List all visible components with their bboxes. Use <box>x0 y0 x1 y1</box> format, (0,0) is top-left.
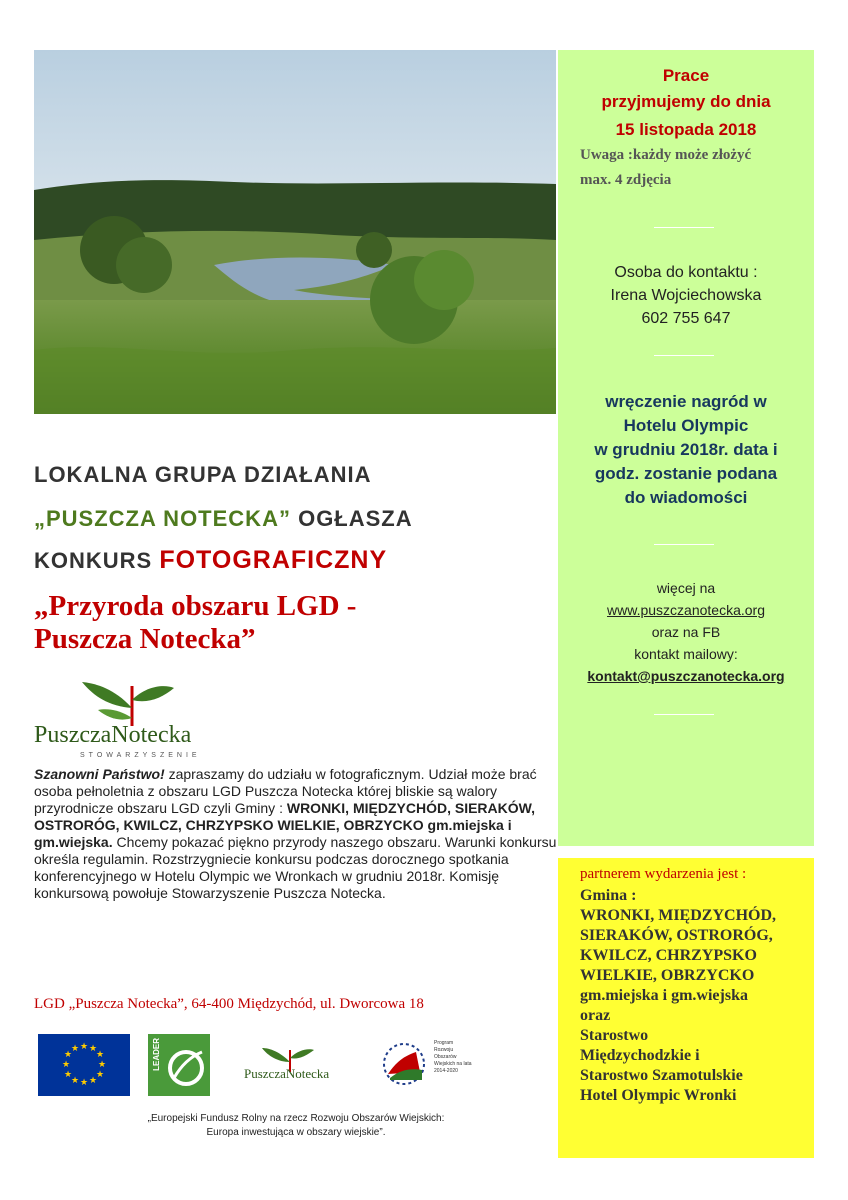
website-wrap <box>558 600 814 620</box>
svg-text:★: ★ <box>95 1050 105 1060</box>
partner-line: Międzychodzkie i <box>580 1047 700 1064</box>
partner-line: Starostwo <box>580 1027 649 1044</box>
partner-line: Starostwo Szamotulskie <box>580 1067 743 1084</box>
logo-wordmark <box>34 722 191 749</box>
svg-text:★: ★ <box>79 1078 89 1088</box>
headline-line2 <box>34 506 413 532</box>
svg-text:★: ★ <box>88 1044 98 1054</box>
more-line4: kontakt mailowy: <box>634 646 738 662</box>
partner-line: WIELKIE, OBRZYCKO <box>580 967 755 984</box>
puszcza-notecka-logo <box>34 678 254 764</box>
partners-panel <box>558 858 814 1158</box>
contest-title-line1: „Przyroda obszaru LGD - <box>34 590 357 622</box>
body-text <box>34 766 558 902</box>
note-line2: max. 4 zdjęcia <box>580 172 672 188</box>
caption-line2: Europa inwestująca w obszary wiejskie”. <box>206 1127 386 1138</box>
headline-line1: LOKALNA GRUPA DZIAŁANIA <box>34 462 372 487</box>
headline-photo: FOTOGRAFICZNY <box>159 546 388 574</box>
deadline-line2: przyjmujemy do dnia <box>601 92 771 111</box>
more-line1: więcej na <box>656 580 716 596</box>
headline-org: „PUSZCZA NOTECKA” <box>34 506 291 531</box>
body-p1: zapraszamy do udziału w fotograficznym. Udział może brać osoba pełnoletnia z obszaru LGD Puszcza Notecka której bliskie są walory przyrodnicze obszaru LGD czyli Gminy : <box>34 766 537 816</box>
caption-line1: „Europejski Fundusz Rolny na rzecz Rozwoju Obszarów Wiejskich: <box>147 1113 445 1124</box>
partner-line: SIERAKÓW, OSTRORÓG, <box>580 927 773 944</box>
headline-contest: KONKURS <box>34 548 160 573</box>
award-line4: godz. zostanie podana <box>594 464 778 483</box>
svg-text:★: ★ <box>70 1044 80 1054</box>
award-line2: Hotelu Olympic <box>623 416 749 435</box>
small-logo-name-part2: Notecka <box>285 1066 330 1081</box>
svg-text:★: ★ <box>88 1076 98 1086</box>
svg-text:★: ★ <box>63 1050 73 1060</box>
divider <box>654 355 714 356</box>
contact-name: Irena Wojciechowska <box>610 287 762 304</box>
website-link[interactable]: www.puszczanotecka.org <box>607 602 765 618</box>
small-logo-name-part1: Puszcza <box>244 1066 286 1081</box>
logo-name-part2: Notecka <box>111 722 192 748</box>
contact-label: Osoba do kontaktu : <box>614 264 758 281</box>
logo-name-part1: Puszcza <box>34 722 112 748</box>
eu-flag-icon <box>38 1034 130 1096</box>
svg-text:★: ★ <box>97 1060 107 1070</box>
partner-line: oraz <box>580 1007 611 1024</box>
body-p2: Chcemy pokazać piękno przyrody naszego obszaru. Warunki konkursu określa regulamin. Rozstrzygniecie konkursu podczas dorocznego spotkania konferencyjnego w Hotelu Olympic we Wronkach w grudniu 2018r. Komisję konkursową powołuje Stowarzyszenie Puszcza Notecka. <box>34 834 557 901</box>
divider <box>654 714 714 715</box>
body-gminy: WRONKI, MIĘDZYCHÓD, SIERAKÓW, OSTRORÓG, KWILCZ, CHRZYPSKO WIELKIE, OBRZYCKO gm.miejska i gm.wiejska. <box>34 800 535 850</box>
headline-line3 <box>34 546 387 575</box>
more-line3: oraz na FB <box>651 624 721 640</box>
leader-label: LEADER <box>152 1038 161 1071</box>
contact-phone: 602 755 647 <box>641 310 731 327</box>
logo-subtitle: STOWARZYSZENIE <box>80 752 201 759</box>
prow-label: Program Rozwoju Obszarów Wiejskich na lata 2014-2020 <box>434 1040 472 1074</box>
partner-line: KWILCZ, CHRZYPSKO <box>580 947 757 964</box>
svg-text:★: ★ <box>79 1042 89 1052</box>
small-puszcza-logo <box>240 1044 350 1088</box>
prow-logo <box>376 1034 472 1098</box>
svg-text:★: ★ <box>70 1076 80 1086</box>
prow-emblem-icon <box>376 1034 432 1090</box>
partner-line: gm.miejska i gm.wiejska <box>580 987 748 1004</box>
partner-line: WRONKI, MIĘDZYCHÓD, <box>580 907 777 924</box>
partners-title: partnerem wydarzenia jest : <box>580 866 747 882</box>
divider <box>654 227 714 228</box>
svg-text:★: ★ <box>63 1070 73 1080</box>
leaf-icon <box>34 678 254 728</box>
headline <box>34 462 372 488</box>
award-line5: do wiadomości <box>624 488 748 507</box>
leader-logo <box>148 1034 210 1096</box>
svg-text:★: ★ <box>61 1060 71 1070</box>
deadline-date: 15 listopada 2018 <box>615 120 757 139</box>
email-wrap <box>558 666 814 686</box>
eu-caption <box>34 1112 558 1140</box>
leader-leaf-icon <box>148 1034 210 1096</box>
greeting: Szanowni Państwo! <box>34 766 165 782</box>
landscape-photo <box>34 50 556 414</box>
svg-text:★: ★ <box>95 1070 105 1080</box>
award-line1: wręczenie nagród w <box>605 392 767 411</box>
partners-gmina: Gmina : <box>580 887 637 904</box>
divider <box>654 544 714 545</box>
partner-line: Hotel Olympic Wronki <box>580 1087 737 1104</box>
small-logo-wordmark <box>244 1066 329 1082</box>
info-panel <box>558 50 814 846</box>
note-line1: Uwaga :każdy może złożyć <box>580 147 752 163</box>
contest-title-line2: Puszcza Notecka” <box>34 623 256 655</box>
footer-address: LGD „Puszcza Notecka”, 64-400 Międzychód, ul. Dworcowa 18 <box>34 996 424 1012</box>
deadline-line1: Prace <box>662 66 710 85</box>
email-link[interactable]: kontakt@puszczanotecka.org <box>587 668 785 684</box>
headline-announces: OGŁASZA <box>290 506 413 531</box>
award-line3: w grudniu 2018r. data i <box>594 440 778 459</box>
